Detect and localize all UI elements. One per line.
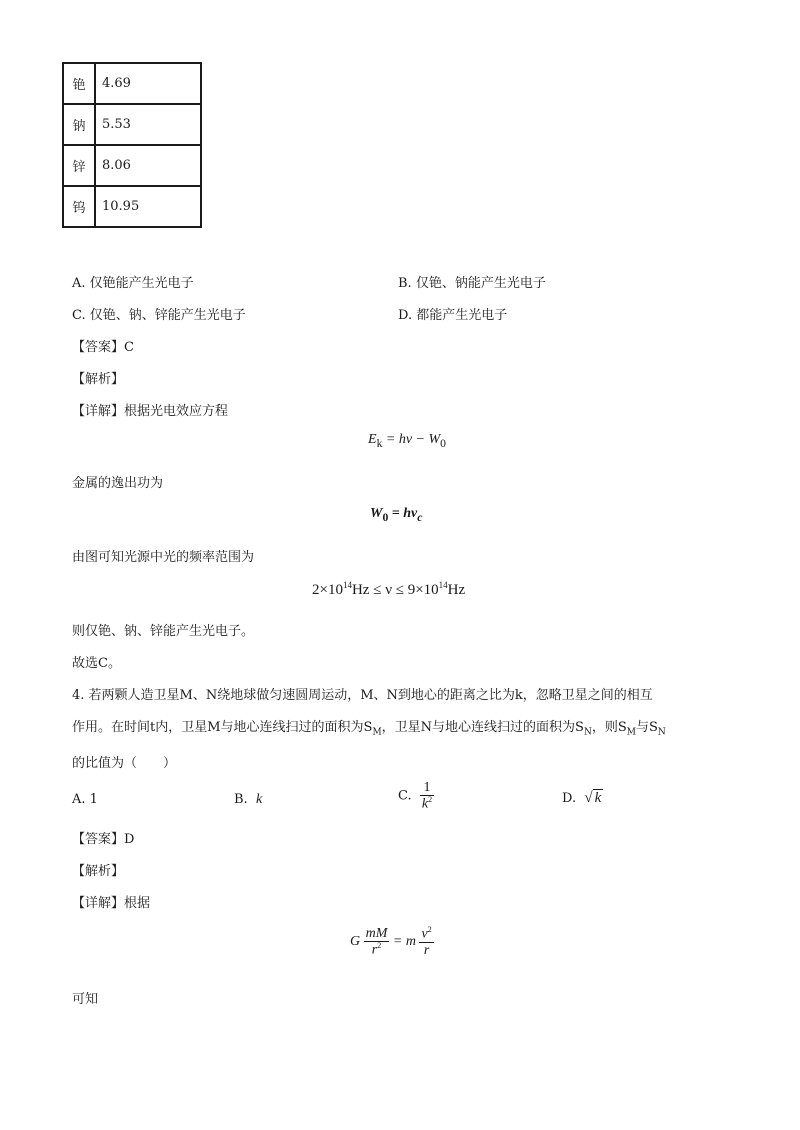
metal-value: 10.95 bbox=[95, 186, 201, 227]
den-exp: 2 bbox=[377, 941, 382, 951]
num-symbol: v bbox=[421, 926, 428, 942]
stem-text: ，则S bbox=[591, 720, 627, 735]
num-exp: 2 bbox=[427, 925, 432, 934]
metal-name: 钠 bbox=[63, 104, 95, 145]
q4-stem-line1: 4. 若两颗人造卫星M、N绕地球做匀速圆周运动，M、N到地心的距离之比为k，忽略卫星之间的相互 bbox=[72, 688, 653, 703]
metal-value: 5.53 bbox=[95, 104, 201, 145]
equation-gravity bbox=[350, 926, 434, 958]
metal-name: 锌 bbox=[63, 145, 95, 186]
equation-work-function bbox=[370, 506, 422, 524]
metal-value: 4.69 bbox=[95, 63, 201, 104]
fraction-denominator bbox=[364, 942, 390, 958]
metal-name: 钨 bbox=[63, 186, 95, 227]
q4-stem-line2 bbox=[72, 716, 666, 738]
q3-text-work-function: 金属的逸出功为 bbox=[72, 476, 164, 491]
stem-text: 作用。在时间t内，卫星M与地心连线扫过的面积为S bbox=[72, 720, 373, 735]
fraction-numerator: 1 bbox=[420, 780, 434, 796]
answer-tag: 【答案】 bbox=[72, 832, 125, 847]
eq-rest: = m bbox=[392, 934, 416, 950]
answer-value: C bbox=[124, 340, 134, 355]
answer-value: D bbox=[124, 832, 135, 847]
detail-text: 根据 bbox=[124, 896, 151, 911]
stem-sub: M bbox=[372, 727, 382, 738]
den-exp: 2 bbox=[428, 795, 433, 805]
q4-answer-line bbox=[72, 828, 134, 847]
q4-option-d bbox=[562, 790, 603, 807]
q3-option-d: D. 都能产生光电子 bbox=[398, 308, 508, 323]
eq-sub: k bbox=[376, 436, 383, 450]
metal-value: 8.06 bbox=[95, 145, 201, 186]
equation-photoelectric bbox=[368, 432, 446, 450]
table-row bbox=[63, 145, 201, 186]
fraction-numerator: mM bbox=[365, 926, 388, 941]
eq-symbol: W bbox=[370, 506, 383, 521]
fraction-numerator bbox=[419, 926, 433, 943]
q3-option-c: C. 仅铯、钠、锌能产生光电子 bbox=[72, 308, 246, 323]
q4-text-end: 可知 bbox=[72, 992, 99, 1007]
option-label: D. bbox=[562, 791, 577, 806]
eq-fraction bbox=[364, 926, 390, 958]
fraction-denominator bbox=[420, 796, 434, 812]
metal-name: 铯 bbox=[63, 63, 95, 104]
detail-tag: 【详解】 bbox=[72, 404, 125, 419]
q3-detail-line bbox=[72, 400, 228, 419]
equation-frequency-range bbox=[312, 580, 465, 599]
den-symbol: k bbox=[421, 797, 429, 813]
eq-rest: = hν − W bbox=[382, 432, 441, 447]
table-row bbox=[63, 104, 201, 145]
option-label: B. bbox=[234, 792, 248, 807]
eq-sub: c bbox=[417, 510, 423, 524]
den-symbol: r bbox=[371, 943, 378, 959]
work-function-table bbox=[62, 62, 202, 228]
q3-conclusion: 则仅铯、钠、锌能产生光电子。 bbox=[72, 624, 255, 639]
fraction-denominator: r bbox=[423, 943, 430, 959]
eq-part: Hz ≤ ν ≤ 9×10 bbox=[351, 582, 439, 598]
q3-choice: 故选C。 bbox=[72, 656, 121, 671]
q3-option-a: A. 仅铯能产生光电子 bbox=[72, 276, 194, 291]
option-label: C. bbox=[398, 788, 412, 804]
eq-part: Hz bbox=[447, 582, 466, 598]
answer-tag: 【答案】 bbox=[72, 340, 125, 355]
stem-sub: M bbox=[626, 727, 636, 738]
eq-part: 2×10 bbox=[312, 582, 343, 598]
detail-text: 根据光电效应方程 bbox=[124, 404, 229, 419]
eq-symbol: E bbox=[368, 432, 377, 447]
q3-text-frequency: 由图可知光源中光的频率范围为 bbox=[72, 550, 255, 565]
detail-tag: 【详解】 bbox=[72, 896, 125, 911]
option-sqrt: √ k bbox=[584, 790, 602, 806]
option-fraction bbox=[420, 780, 434, 812]
q4-analysis-tag: 【解析】 bbox=[72, 864, 125, 879]
stem-sub: N bbox=[657, 727, 666, 738]
q4-stem-line3: 的比值为（ ） bbox=[72, 756, 177, 771]
q4-detail-line bbox=[72, 892, 150, 911]
radicand: k bbox=[594, 790, 602, 806]
eq-exp: 14 bbox=[438, 580, 448, 590]
eq-symbol: G bbox=[350, 934, 361, 950]
eq-sub: 0 bbox=[440, 436, 446, 450]
q4-option-b bbox=[234, 792, 262, 808]
q3-answer-line bbox=[72, 336, 134, 355]
eq-exp: 14 bbox=[342, 580, 352, 590]
stem-text: ，卫星N与地心连线扫过的面积为S bbox=[381, 720, 584, 735]
table-row bbox=[63, 186, 201, 227]
q4-option-c bbox=[398, 780, 434, 812]
stem-text: 与S bbox=[635, 720, 658, 735]
eq-sub: 0 bbox=[382, 510, 389, 524]
eq-rest: = hν bbox=[388, 506, 418, 521]
q3-option-b: B. 仅铯、钠能产生光电子 bbox=[398, 276, 546, 291]
table-row bbox=[63, 63, 201, 104]
stem-sub: N bbox=[583, 727, 592, 738]
q4-option-a: A. 1 bbox=[72, 792, 98, 807]
eq-fraction bbox=[419, 926, 433, 958]
q3-analysis-tag: 【解析】 bbox=[72, 372, 125, 387]
option-value: k bbox=[255, 792, 263, 807]
